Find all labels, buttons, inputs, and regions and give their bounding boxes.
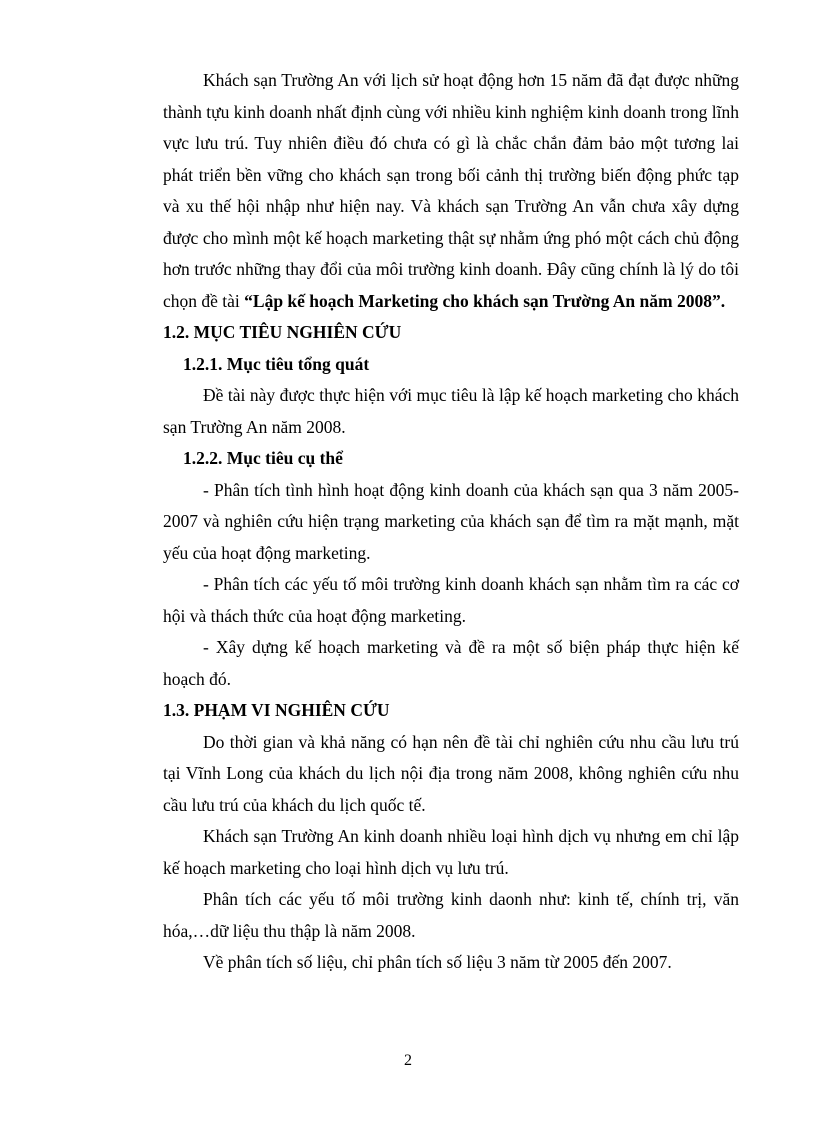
intro-text: Khách sạn Trường An với lịch sử hoạt động hơn 15 năm đã đạt được những thành tựu kinh doanh nhất định cùng với nhiều kinh nghiệm kinh doanh trong lĩnh vực lưu trú. Tuy nhiên điều đó chưa có gì là chắc chắn đảm bảo một tương lai phát triển bền vững cho khách sạn trong bối cảnh thị trường biến động phức tạp và xu thế hội nhập như hiện nay. Và khách sạn Trường An vẫn chưa xây dựng được cho mình một kế hoạch marketing thật sự nhằm ứng phó một cách chủ động hơn trước những thay đổi của môi trường kinh doanh. Đây cũng chính là lý do tôi chọn đề tài	[163, 70, 739, 311]
heading-1-2: 1.2. MỤC TIÊU NGHIÊN CỨU	[163, 322, 402, 342]
general-goal-paragraph: Đề tài này được thực hiện với mục tiêu là lập kế hoạch marketing cho khách sạn Trường An năm 2008.	[163, 385, 739, 437]
page-number: 2	[404, 1052, 412, 1069]
scope-paragraph-3: Phân tích các yếu tố môi trường kinh daonh như: kinh tế, chính trị, văn hóa,…dữ liệu thu thập là năm 2008.	[163, 889, 739, 941]
scope-paragraph-1: Do thời gian và khả năng có hạn nên đề tài chỉ nghiên cứu nhu cầu lưu trú tại Vĩnh Long của khách du lịch nội địa trong năm 2008, không nghiên cứu nhu cầu lưu trú của khách du lịch quốc tế.	[163, 731, 739, 815]
heading-1-2-1: 1.2.1. Mục tiêu tổng quát	[183, 353, 370, 374]
specific-goal-1: - Phân tích tình hình hoạt động kinh doanh của khách sạn qua 3 năm 2005-2007 và nghiên cứu hiện trạng marketing của khách sạn để tìm ra mặt mạnh, mặt yếu của hoạt động marketing.	[163, 479, 739, 563]
heading-1-2-2: 1.2.2. Mục tiêu cụ thể	[183, 448, 343, 468]
scope-paragraph-4: Về phân tích số liệu, chỉ phân tích số liệu 3 năm từ 2005 đến 2007.	[203, 952, 672, 972]
specific-goal-2: - Phân tích các yếu tố môi trường kinh doanh khách sạn nhằm tìm ra các cơ hội và thách thức của hoạt động marketing.	[163, 574, 739, 626]
heading-1-3: 1.3. PHẠM VI NGHIÊN CỨU	[163, 700, 390, 720]
thesis-title: “Lập kế hoạch Marketing cho khách sạn Trường An năm 2008”.	[244, 290, 726, 311]
intro-paragraph	[163, 65, 739, 317]
specific-goal-3: - Xây dựng kế hoạch marketing và đề ra một số biện pháp thực hiện kế hoạch đó.	[163, 637, 739, 689]
scope-paragraph-2: Khách sạn Trường An kinh doanh nhiều loại hình dịch vụ nhưng em chỉ lập kế hoạch marketing cho loại hình dịch vụ lưu trú.	[163, 826, 739, 878]
body-text	[163, 65, 739, 979]
